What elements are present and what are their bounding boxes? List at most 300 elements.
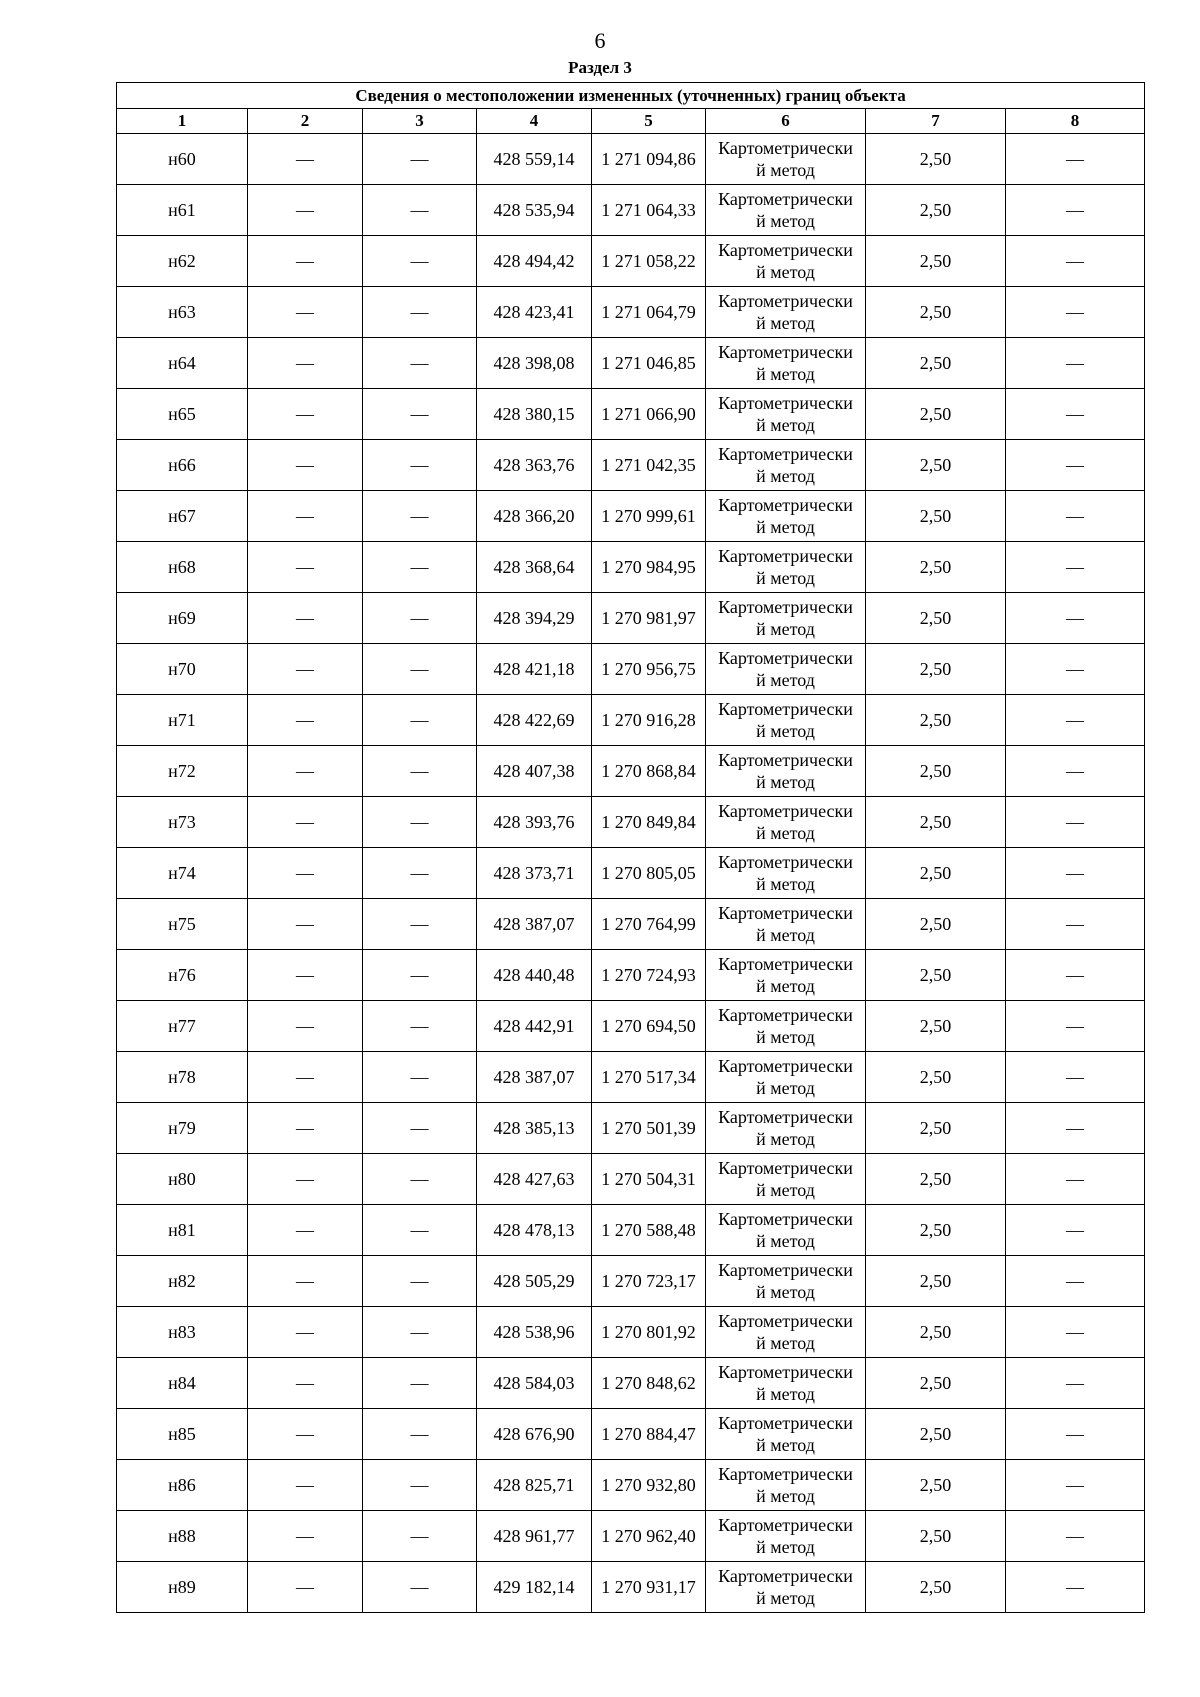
empty-dash-cell: — bbox=[363, 797, 477, 848]
empty-dash-cell: — bbox=[248, 1103, 363, 1154]
empty-dash-cell: — bbox=[1006, 1409, 1145, 1460]
method-cell bbox=[706, 644, 866, 695]
empty-dash-cell: — bbox=[363, 899, 477, 950]
method-line-2: й метод bbox=[756, 1282, 815, 1302]
empty-dash-cell: — bbox=[363, 1409, 477, 1460]
method-line-2: й метод bbox=[756, 466, 815, 486]
point-name-cell: н81 bbox=[117, 1205, 248, 1256]
empty-dash-cell: — bbox=[363, 1052, 477, 1103]
method-cell bbox=[706, 899, 866, 950]
empty-dash-cell: — bbox=[363, 236, 477, 287]
method-line-2: й метод bbox=[756, 517, 815, 537]
point-name-cell: н69 bbox=[117, 593, 248, 644]
method-line-1: Картометрически bbox=[718, 1260, 853, 1280]
accuracy-cell: 2,50 bbox=[866, 338, 1006, 389]
y-coordinate-cell: 1 271 064,79 bbox=[592, 287, 706, 338]
method-line-1: Картометрически bbox=[718, 597, 853, 617]
y-coordinate-cell: 1 270 694,50 bbox=[592, 1001, 706, 1052]
page-number: 6 bbox=[594, 28, 606, 53]
x-coordinate-cell: 428 394,29 bbox=[477, 593, 592, 644]
empty-dash-cell: — bbox=[363, 1511, 477, 1562]
y-coordinate-cell: 1 270 504,31 bbox=[592, 1154, 706, 1205]
y-coordinate-cell: 1 270 501,39 bbox=[592, 1103, 706, 1154]
y-coordinate-cell: 1 270 916,28 bbox=[592, 695, 706, 746]
column-number-5: 5 bbox=[592, 109, 706, 134]
x-coordinate-cell: 428 421,18 bbox=[477, 644, 592, 695]
y-coordinate-cell: 1 270 999,61 bbox=[592, 491, 706, 542]
empty-dash-cell: — bbox=[1006, 1154, 1145, 1205]
empty-dash-cell: — bbox=[1006, 848, 1145, 899]
empty-dash-cell: — bbox=[363, 746, 477, 797]
method-cell bbox=[706, 1154, 866, 1205]
accuracy-cell: 2,50 bbox=[866, 1562, 1006, 1613]
y-coordinate-cell: 1 271 046,85 bbox=[592, 338, 706, 389]
empty-dash-cell: — bbox=[1006, 746, 1145, 797]
y-coordinate-cell: 1 270 764,99 bbox=[592, 899, 706, 950]
column-number-row bbox=[117, 109, 1145, 134]
table-row bbox=[117, 440, 1145, 491]
method-cell bbox=[706, 1409, 866, 1460]
x-coordinate-cell: 428 440,48 bbox=[477, 950, 592, 1001]
empty-dash-cell: — bbox=[248, 1562, 363, 1613]
method-line-2: й метод bbox=[756, 568, 815, 588]
method-line-1: Картометрически bbox=[718, 954, 853, 974]
empty-dash-cell: — bbox=[363, 542, 477, 593]
method-cell bbox=[706, 542, 866, 593]
method-cell bbox=[706, 1052, 866, 1103]
method-cell bbox=[706, 389, 866, 440]
method-line-2: й метод bbox=[756, 1180, 815, 1200]
y-coordinate-cell: 1 271 042,35 bbox=[592, 440, 706, 491]
method-cell bbox=[706, 746, 866, 797]
method-cell bbox=[706, 1103, 866, 1154]
empty-dash-cell: — bbox=[248, 1358, 363, 1409]
table-row bbox=[117, 695, 1145, 746]
method-line-2: й метод bbox=[756, 772, 815, 792]
table-row bbox=[117, 1511, 1145, 1562]
empty-dash-cell: — bbox=[1006, 1460, 1145, 1511]
method-line-2: й метод bbox=[756, 670, 815, 690]
method-cell bbox=[706, 1511, 866, 1562]
method-cell bbox=[706, 1460, 866, 1511]
y-coordinate-cell: 1 270 588,48 bbox=[592, 1205, 706, 1256]
column-number-7: 7 bbox=[866, 109, 1006, 134]
table-row bbox=[117, 1307, 1145, 1358]
accuracy-cell: 2,50 bbox=[866, 236, 1006, 287]
point-name-cell: н82 bbox=[117, 1256, 248, 1307]
accuracy-cell: 2,50 bbox=[866, 1205, 1006, 1256]
empty-dash-cell: — bbox=[248, 542, 363, 593]
method-cell bbox=[706, 491, 866, 542]
empty-dash-cell: — bbox=[1006, 287, 1145, 338]
method-line-2: й метод bbox=[756, 1027, 815, 1047]
empty-dash-cell: — bbox=[248, 644, 363, 695]
empty-dash-cell: — bbox=[1006, 542, 1145, 593]
method-cell bbox=[706, 236, 866, 287]
method-cell bbox=[706, 1205, 866, 1256]
accuracy-cell: 2,50 bbox=[866, 1154, 1006, 1205]
y-coordinate-cell: 1 270 723,17 bbox=[592, 1256, 706, 1307]
empty-dash-cell: — bbox=[1006, 797, 1145, 848]
method-line-1: Картометрически bbox=[718, 1158, 853, 1178]
column-number-8: 8 bbox=[1006, 109, 1145, 134]
empty-dash-cell: — bbox=[248, 236, 363, 287]
method-line-2: й метод bbox=[756, 1588, 815, 1608]
y-coordinate-cell: 1 271 058,22 bbox=[592, 236, 706, 287]
method-line-1: Картометрически bbox=[718, 444, 853, 464]
method-line-1: Картометрически bbox=[718, 801, 853, 821]
method-cell bbox=[706, 134, 866, 185]
method-line-1: Картометрически bbox=[718, 189, 853, 209]
empty-dash-cell: — bbox=[1006, 389, 1145, 440]
boundary-coordinates-table bbox=[116, 82, 1145, 1613]
empty-dash-cell: — bbox=[363, 338, 477, 389]
x-coordinate-cell: 428 584,03 bbox=[477, 1358, 592, 1409]
empty-dash-cell: — bbox=[248, 287, 363, 338]
y-coordinate-cell: 1 270 849,84 bbox=[592, 797, 706, 848]
method-cell bbox=[706, 593, 866, 644]
x-coordinate-cell: 428 387,07 bbox=[477, 1052, 592, 1103]
empty-dash-cell: — bbox=[363, 1562, 477, 1613]
table-row bbox=[117, 746, 1145, 797]
point-name-cell: н62 bbox=[117, 236, 248, 287]
y-coordinate-cell: 1 270 868,84 bbox=[592, 746, 706, 797]
method-line-1: Картометрически bbox=[718, 138, 853, 158]
method-line-1: Картометрически bbox=[718, 1311, 853, 1331]
empty-dash-cell: — bbox=[248, 1052, 363, 1103]
method-cell bbox=[706, 185, 866, 236]
method-line-2: й метод bbox=[756, 976, 815, 996]
point-name-cell: н86 bbox=[117, 1460, 248, 1511]
x-coordinate-cell: 428 559,14 bbox=[477, 134, 592, 185]
x-coordinate-cell: 428 385,13 bbox=[477, 1103, 592, 1154]
empty-dash-cell: — bbox=[1006, 1562, 1145, 1613]
x-coordinate-cell: 428 363,76 bbox=[477, 440, 592, 491]
empty-dash-cell: — bbox=[248, 848, 363, 899]
empty-dash-cell: — bbox=[248, 797, 363, 848]
method-line-1: Картометрически bbox=[718, 699, 853, 719]
method-line-1: Картометрически bbox=[718, 903, 853, 923]
y-coordinate-cell: 1 270 884,47 bbox=[592, 1409, 706, 1460]
method-line-1: Картометрически bbox=[718, 495, 853, 515]
empty-dash-cell: — bbox=[1006, 695, 1145, 746]
x-coordinate-cell: 428 366,20 bbox=[477, 491, 592, 542]
point-name-cell: н75 bbox=[117, 899, 248, 950]
method-line-2: й метод bbox=[756, 1078, 815, 1098]
empty-dash-cell: — bbox=[1006, 593, 1145, 644]
method-cell bbox=[706, 797, 866, 848]
point-name-cell: н67 bbox=[117, 491, 248, 542]
empty-dash-cell: — bbox=[248, 746, 363, 797]
method-line-2: й метод bbox=[756, 211, 815, 231]
empty-dash-cell: — bbox=[363, 491, 477, 542]
method-line-2: й метод bbox=[756, 262, 815, 282]
table-row bbox=[117, 1154, 1145, 1205]
point-name-cell: н89 bbox=[117, 1562, 248, 1613]
accuracy-cell: 2,50 bbox=[866, 899, 1006, 950]
point-name-cell: н80 bbox=[117, 1154, 248, 1205]
method-line-2: й метод bbox=[756, 619, 815, 639]
empty-dash-cell: — bbox=[248, 338, 363, 389]
empty-dash-cell: — bbox=[248, 1001, 363, 1052]
x-coordinate-cell: 428 825,71 bbox=[477, 1460, 592, 1511]
method-cell bbox=[706, 1358, 866, 1409]
point-name-cell: н60 bbox=[117, 134, 248, 185]
point-name-cell: н77 bbox=[117, 1001, 248, 1052]
method-line-2: й метод bbox=[756, 1384, 815, 1404]
empty-dash-cell: — bbox=[363, 593, 477, 644]
column-number-3: 3 bbox=[363, 109, 477, 134]
y-coordinate-cell: 1 270 932,80 bbox=[592, 1460, 706, 1511]
accuracy-cell: 2,50 bbox=[866, 1001, 1006, 1052]
empty-dash-cell: — bbox=[248, 899, 363, 950]
empty-dash-cell: — bbox=[363, 1460, 477, 1511]
method-line-1: Картометрически bbox=[718, 1515, 853, 1535]
method-cell bbox=[706, 440, 866, 491]
x-coordinate-cell: 428 387,07 bbox=[477, 899, 592, 950]
accuracy-cell: 2,50 bbox=[866, 1511, 1006, 1562]
table-row bbox=[117, 389, 1145, 440]
point-name-cell: н70 bbox=[117, 644, 248, 695]
table-row bbox=[117, 1460, 1145, 1511]
y-coordinate-cell: 1 270 931,17 bbox=[592, 1562, 706, 1613]
empty-dash-cell: — bbox=[363, 1154, 477, 1205]
method-line-2: й метод bbox=[756, 1537, 815, 1557]
method-cell bbox=[706, 1001, 866, 1052]
method-line-2: й метод bbox=[756, 925, 815, 945]
method-line-2: й метод bbox=[756, 1129, 815, 1149]
method-line-2: й метод bbox=[756, 1231, 815, 1251]
method-line-1: Картометрически bbox=[718, 1464, 853, 1484]
empty-dash-cell: — bbox=[1006, 1307, 1145, 1358]
point-name-cell: н64 bbox=[117, 338, 248, 389]
table-row bbox=[117, 1256, 1145, 1307]
method-line-2: й метод bbox=[756, 721, 815, 741]
empty-dash-cell: — bbox=[248, 593, 363, 644]
empty-dash-cell: — bbox=[1006, 644, 1145, 695]
table-row bbox=[117, 236, 1145, 287]
method-line-1: Картометрически bbox=[718, 1107, 853, 1127]
method-line-2: й метод bbox=[756, 1435, 815, 1455]
method-cell bbox=[706, 338, 866, 389]
accuracy-cell: 2,50 bbox=[866, 185, 1006, 236]
point-name-cell: н73 bbox=[117, 797, 248, 848]
table-row bbox=[117, 1103, 1145, 1154]
accuracy-cell: 2,50 bbox=[866, 746, 1006, 797]
point-name-cell: н72 bbox=[117, 746, 248, 797]
method-line-1: Картометрически bbox=[718, 240, 853, 260]
point-name-cell: н63 bbox=[117, 287, 248, 338]
y-coordinate-cell: 1 270 981,97 bbox=[592, 593, 706, 644]
table-row bbox=[117, 185, 1145, 236]
x-coordinate-cell: 428 407,38 bbox=[477, 746, 592, 797]
accuracy-cell: 2,50 bbox=[866, 491, 1006, 542]
x-coordinate-cell: 428 393,76 bbox=[477, 797, 592, 848]
empty-dash-cell: — bbox=[1006, 185, 1145, 236]
method-line-2: й метод bbox=[756, 415, 815, 435]
point-name-cell: н84 bbox=[117, 1358, 248, 1409]
empty-dash-cell: — bbox=[248, 440, 363, 491]
empty-dash-cell: — bbox=[1006, 1511, 1145, 1562]
method-line-1: Картометрически bbox=[718, 1566, 853, 1586]
y-coordinate-cell: 1 270 517,34 bbox=[592, 1052, 706, 1103]
method-line-1: Картометрически bbox=[718, 1005, 853, 1025]
accuracy-cell: 2,50 bbox=[866, 848, 1006, 899]
empty-dash-cell: — bbox=[1006, 950, 1145, 1001]
column-number-1: 1 bbox=[117, 109, 248, 134]
empty-dash-cell: — bbox=[363, 440, 477, 491]
empty-dash-cell: — bbox=[248, 1460, 363, 1511]
method-line-1: Картометрически bbox=[718, 852, 853, 872]
empty-dash-cell: — bbox=[248, 389, 363, 440]
method-line-2: й метод bbox=[756, 874, 815, 894]
method-line-1: Картометрически bbox=[718, 750, 853, 770]
table-row bbox=[117, 644, 1145, 695]
method-line-2: й метод bbox=[756, 160, 815, 180]
method-cell bbox=[706, 950, 866, 1001]
accuracy-cell: 2,50 bbox=[866, 389, 1006, 440]
method-line-1: Картометрически bbox=[718, 291, 853, 311]
x-coordinate-cell: 428 398,08 bbox=[477, 338, 592, 389]
table-row bbox=[117, 797, 1145, 848]
x-coordinate-cell: 428 538,96 bbox=[477, 1307, 592, 1358]
empty-dash-cell: — bbox=[1006, 1001, 1145, 1052]
method-line-2: й метод bbox=[756, 364, 815, 384]
accuracy-cell: 2,50 bbox=[866, 695, 1006, 746]
column-number-6: 6 bbox=[706, 109, 866, 134]
x-coordinate-cell: 428 368,64 bbox=[477, 542, 592, 593]
empty-dash-cell: — bbox=[363, 1358, 477, 1409]
method-cell bbox=[706, 1256, 866, 1307]
y-coordinate-cell: 1 271 094,86 bbox=[592, 134, 706, 185]
empty-dash-cell: — bbox=[248, 491, 363, 542]
empty-dash-cell: — bbox=[363, 287, 477, 338]
accuracy-cell: 2,50 bbox=[866, 1409, 1006, 1460]
x-coordinate-cell: 428 422,69 bbox=[477, 695, 592, 746]
table-row bbox=[117, 950, 1145, 1001]
method-cell bbox=[706, 695, 866, 746]
accuracy-cell: 2,50 bbox=[866, 440, 1006, 491]
empty-dash-cell: — bbox=[1006, 1205, 1145, 1256]
empty-dash-cell: — bbox=[248, 1256, 363, 1307]
table-row bbox=[117, 287, 1145, 338]
empty-dash-cell: — bbox=[363, 695, 477, 746]
y-coordinate-cell: 1 270 805,05 bbox=[592, 848, 706, 899]
empty-dash-cell: — bbox=[363, 1103, 477, 1154]
table-row bbox=[117, 1358, 1145, 1409]
point-name-cell: н79 bbox=[117, 1103, 248, 1154]
table-row bbox=[117, 848, 1145, 899]
empty-dash-cell: — bbox=[1006, 134, 1145, 185]
y-coordinate-cell: 1 270 962,40 bbox=[592, 1511, 706, 1562]
accuracy-cell: 2,50 bbox=[866, 1256, 1006, 1307]
accuracy-cell: 2,50 bbox=[866, 134, 1006, 185]
method-line-1: Картометрически bbox=[718, 1209, 853, 1229]
method-line-1: Картометрически bbox=[718, 546, 853, 566]
point-name-cell: н65 bbox=[117, 389, 248, 440]
empty-dash-cell: — bbox=[363, 185, 477, 236]
method-line-2: й метод bbox=[756, 823, 815, 843]
empty-dash-cell: — bbox=[248, 185, 363, 236]
empty-dash-cell: — bbox=[1006, 899, 1145, 950]
x-coordinate-cell: 428 478,13 bbox=[477, 1205, 592, 1256]
empty-dash-cell: — bbox=[1006, 338, 1145, 389]
point-name-cell: н83 bbox=[117, 1307, 248, 1358]
empty-dash-cell: — bbox=[363, 644, 477, 695]
x-coordinate-cell: 428 494,42 bbox=[477, 236, 592, 287]
accuracy-cell: 2,50 bbox=[866, 950, 1006, 1001]
accuracy-cell: 2,50 bbox=[866, 644, 1006, 695]
empty-dash-cell: — bbox=[363, 1001, 477, 1052]
point-name-cell: н61 bbox=[117, 185, 248, 236]
empty-dash-cell: — bbox=[248, 695, 363, 746]
y-coordinate-cell: 1 270 724,93 bbox=[592, 950, 706, 1001]
table-body bbox=[117, 134, 1145, 1613]
empty-dash-cell: — bbox=[248, 1511, 363, 1562]
column-number-4: 4 bbox=[477, 109, 592, 134]
empty-dash-cell: — bbox=[363, 389, 477, 440]
method-cell bbox=[706, 1562, 866, 1613]
x-coordinate-cell: 428 427,63 bbox=[477, 1154, 592, 1205]
column-number-2: 2 bbox=[248, 109, 363, 134]
point-name-cell: н66 bbox=[117, 440, 248, 491]
empty-dash-cell: — bbox=[1006, 440, 1145, 491]
accuracy-cell: 2,50 bbox=[866, 1358, 1006, 1409]
method-line-2: й метод bbox=[756, 313, 815, 333]
table-row bbox=[117, 593, 1145, 644]
method-line-1: Картометрически bbox=[718, 393, 853, 413]
table-row bbox=[117, 134, 1145, 185]
y-coordinate-cell: 1 270 848,62 bbox=[592, 1358, 706, 1409]
accuracy-cell: 2,50 bbox=[866, 797, 1006, 848]
x-coordinate-cell: 429 182,14 bbox=[477, 1562, 592, 1613]
accuracy-cell: 2,50 bbox=[866, 542, 1006, 593]
point-name-cell: н88 bbox=[117, 1511, 248, 1562]
table-row bbox=[117, 899, 1145, 950]
empty-dash-cell: — bbox=[248, 1409, 363, 1460]
method-line-1: Картометрически bbox=[718, 342, 853, 362]
x-coordinate-cell: 428 442,91 bbox=[477, 1001, 592, 1052]
method-line-2: й метод bbox=[756, 1486, 815, 1506]
method-line-1: Картометрически bbox=[718, 1056, 853, 1076]
x-coordinate-cell: 428 961,77 bbox=[477, 1511, 592, 1562]
y-coordinate-cell: 1 270 984,95 bbox=[592, 542, 706, 593]
empty-dash-cell: — bbox=[363, 1205, 477, 1256]
table-row bbox=[117, 491, 1145, 542]
empty-dash-cell: — bbox=[1006, 1052, 1145, 1103]
empty-dash-cell: — bbox=[1006, 1256, 1145, 1307]
method-line-1: Картометрически bbox=[718, 1362, 853, 1382]
empty-dash-cell: — bbox=[363, 1307, 477, 1358]
empty-dash-cell: — bbox=[1006, 236, 1145, 287]
empty-dash-cell: — bbox=[363, 848, 477, 899]
x-coordinate-cell: 428 505,29 bbox=[477, 1256, 592, 1307]
accuracy-cell: 2,50 bbox=[866, 593, 1006, 644]
method-cell bbox=[706, 287, 866, 338]
section-title: Раздел 3 bbox=[568, 58, 632, 77]
table-row bbox=[117, 1562, 1145, 1613]
empty-dash-cell: — bbox=[248, 1307, 363, 1358]
point-name-cell: н85 bbox=[117, 1409, 248, 1460]
accuracy-cell: 2,50 bbox=[866, 1052, 1006, 1103]
method-cell bbox=[706, 1307, 866, 1358]
point-name-cell: н71 bbox=[117, 695, 248, 746]
x-coordinate-cell: 428 676,90 bbox=[477, 1409, 592, 1460]
point-name-cell: н78 bbox=[117, 1052, 248, 1103]
empty-dash-cell: — bbox=[1006, 1358, 1145, 1409]
table-row bbox=[117, 1205, 1145, 1256]
table-row bbox=[117, 338, 1145, 389]
